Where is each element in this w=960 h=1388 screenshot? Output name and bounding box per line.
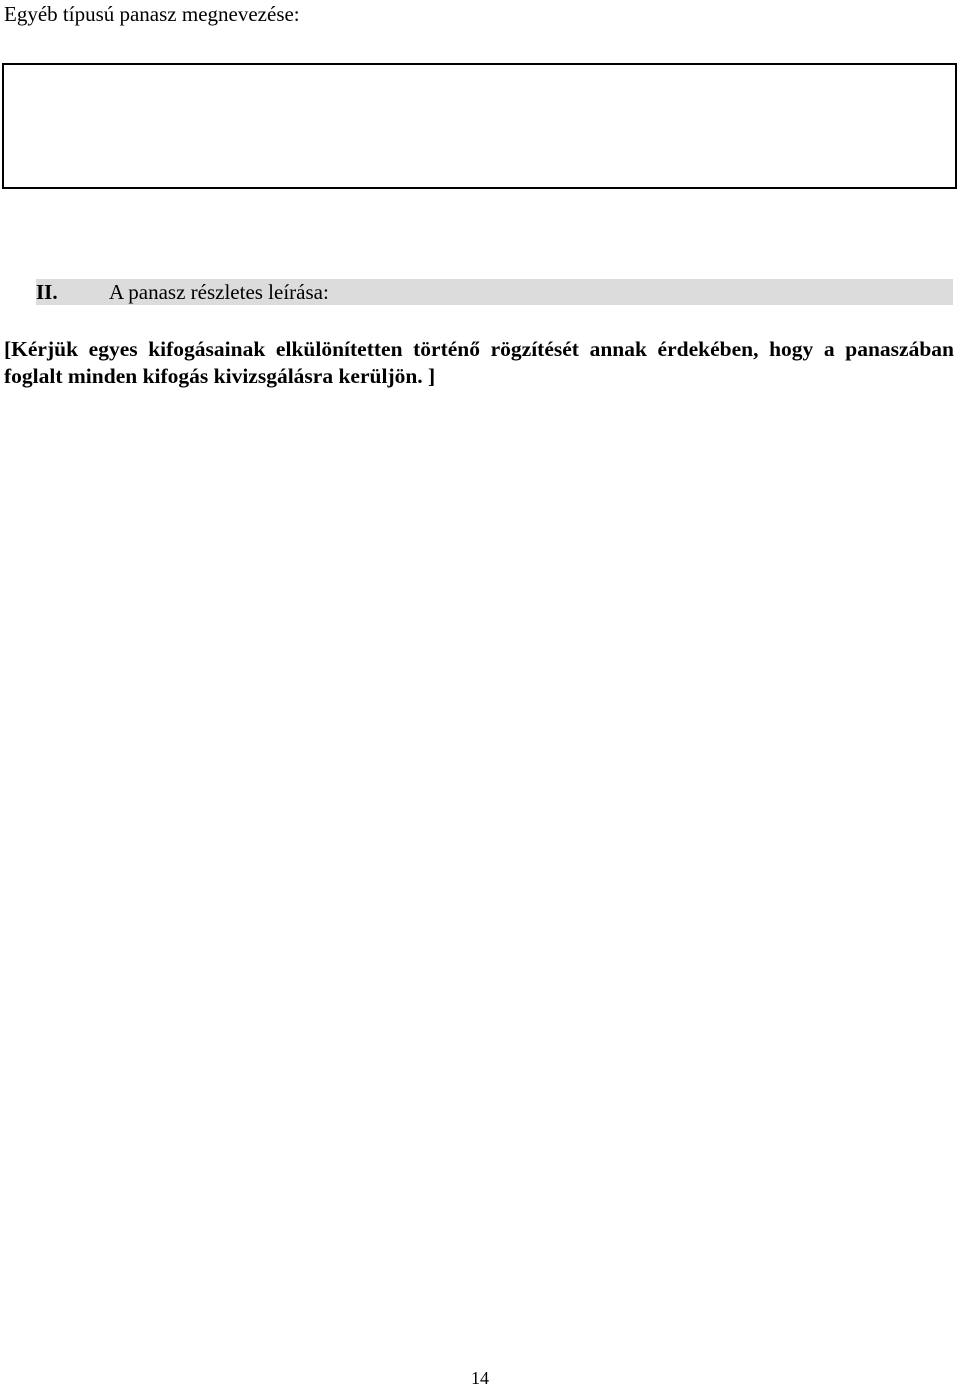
other-complaint-type-field[interactable] bbox=[2, 63, 957, 189]
section-header bbox=[36, 279, 953, 305]
section-title: A panasz részletes leírása: bbox=[109, 280, 329, 304]
other-complaint-type-label: Egyéb típusú panasz megnevezése: bbox=[4, 2, 300, 26]
section-instruction: [Kérjük egyes kifogásainak elkülönítetten történő rögzítését annak érdekében, hogy a panaszában foglalt minden kifogás kivizsgálásra kerüljön. ] bbox=[4, 337, 954, 388]
section-number: II. bbox=[36, 280, 58, 304]
page-number: 14 bbox=[471, 1368, 489, 1388]
